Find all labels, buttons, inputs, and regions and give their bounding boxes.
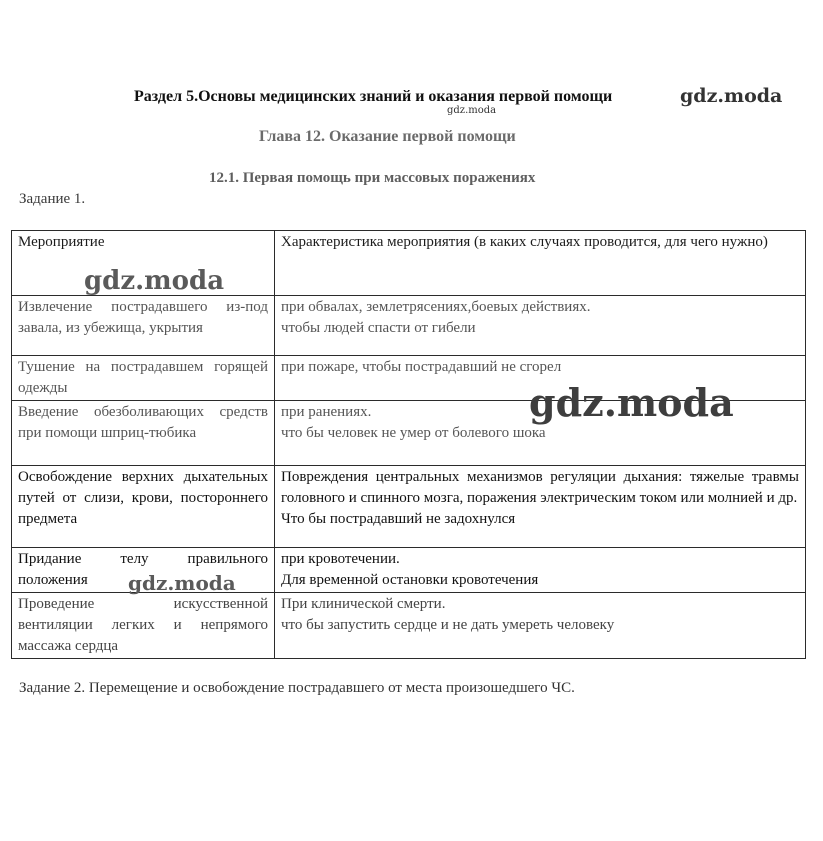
detail-line: Для временной остановки кровотечения — [281, 572, 539, 588]
detail-line: что бы человек не умер от болевого шока — [281, 425, 546, 441]
detail-line: Что бы пострадавший не задохнулся — [281, 511, 516, 527]
watermark-logo: gdz.moda — [128, 571, 236, 595]
subsection-title: 12.1. Первая помощь при массовых поражениях — [209, 170, 536, 186]
table-cell-details — [275, 548, 806, 593]
section-title: Раздел 5.Основы медицинских знаний и оказания первой помощи — [134, 88, 613, 105]
table-header-details: Характеристика мероприятия (в каких случаях проводится, для чего нужно) — [275, 231, 806, 296]
chapter-title: Глава 12. Оказание первой помощи — [259, 128, 516, 145]
table-row — [12, 466, 806, 548]
table-row — [12, 296, 806, 356]
detail-line: При клинической смерти. — [281, 596, 446, 612]
detail-line: при пожаре, чтобы пострадавший не сгорел — [281, 359, 562, 375]
table-cell-event: Придание телу правильного положения — [12, 548, 275, 593]
table-cell-details — [275, 466, 806, 548]
table-header-event: Мероприятие — [12, 231, 275, 296]
detail-line: при обвалах, землетрясениях,боевых действиях. — [281, 299, 591, 315]
detail-line: при кровотечении. — [281, 551, 400, 567]
watermark-logo-small: gdz.moda — [447, 105, 497, 116]
table-cell-event: Освобождение верхних дыхательных путей от слизи, крови, постороннего предмета — [12, 466, 275, 548]
table-cell-details — [275, 593, 806, 659]
detail-line: Повреждения центральных механизмов регуляции дыхания: тяжелые травмы головного и спинного мозга, поражения электрическим током или молнией и др. — [281, 469, 799, 506]
table-cell-event: Извлечение пострадавшего из-под завала, из убежища, укрытия — [12, 296, 275, 356]
detail-line: чтобы людей спасти от гибели — [281, 320, 476, 336]
table-row — [12, 593, 806, 659]
table-cell-event: Проведение искусственной вентиляции легких и непрямого массажа сердца — [12, 593, 275, 659]
detail-line: при ранениях. — [281, 404, 372, 420]
watermark-logo: gdz.moda — [529, 380, 734, 425]
table-cell-details — [275, 296, 806, 356]
watermark-logo: gdz.moda — [680, 85, 783, 107]
task1-label: Задание 1. — [19, 191, 86, 207]
watermark-logo: gdz.moda — [84, 266, 225, 296]
table-cell-event: Тушение на пострадавшем горящей одежды — [12, 356, 275, 401]
table-cell-event: Введение обезболивающих средств при помощи шприц-тюбика — [12, 401, 275, 466]
detail-line: что бы запустить сердце и не дать умереть человеку — [281, 617, 615, 633]
task2-label: Задание 2. Перемещение и освобождение пострадавшего от места произошедшего ЧС. — [19, 680, 575, 696]
